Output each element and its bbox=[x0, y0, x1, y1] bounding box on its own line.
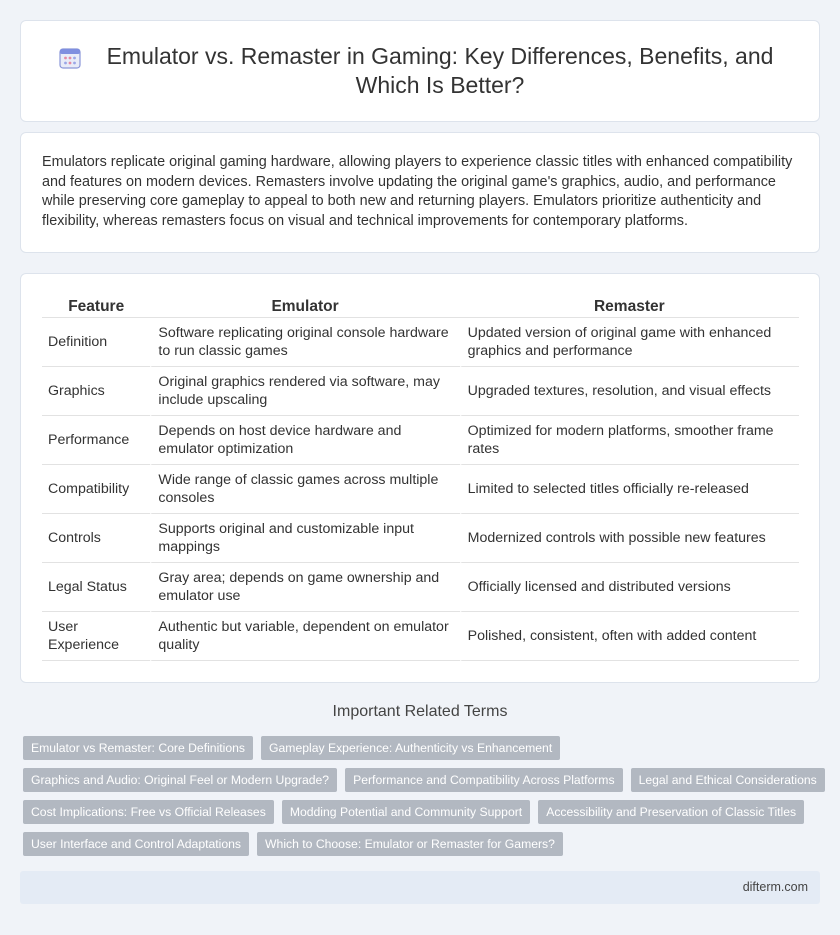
table-row bbox=[42, 612, 799, 661]
feature-cell: Graphics bbox=[42, 367, 150, 416]
page-title: Emulator vs. Remaster in Gaming: Key Differences, Benefits, and Which Is Better? bbox=[106, 43, 774, 98]
site-name[interactable]: difterm.com bbox=[742, 880, 808, 894]
header-remaster: Remaster bbox=[460, 296, 799, 318]
remaster-cell: Optimized for modern platforms, smoother frame rates bbox=[460, 416, 799, 465]
related-terms-heading: Important Related Terms bbox=[332, 703, 508, 720]
header-feature: Feature bbox=[42, 296, 150, 318]
related-term-tag[interactable]: Performance and Compatibility Across Platforms bbox=[345, 768, 622, 792]
table-row bbox=[42, 318, 799, 367]
feature-cell: Legal Status bbox=[42, 563, 150, 612]
remaster-cell: Updated version of original game with enhanced graphics and performance bbox=[460, 318, 799, 367]
remaster-cell: Modernized controls with possible new features bbox=[460, 514, 799, 563]
remaster-cell: Limited to selected titles officially re-released bbox=[460, 465, 799, 514]
header-emulator: Emulator bbox=[150, 296, 459, 318]
feature-cell: Controls bbox=[42, 514, 150, 563]
footer bbox=[20, 871, 820, 904]
table-row bbox=[42, 563, 799, 612]
related-term-tag[interactable]: Emulator vs Remaster: Core Definitions bbox=[23, 736, 253, 760]
table-row bbox=[42, 465, 799, 514]
comparison-table bbox=[42, 296, 799, 661]
related-term-tag[interactable]: Cost Implications: Free vs Official Releases bbox=[23, 800, 274, 824]
feature-cell: Compatibility bbox=[42, 465, 150, 514]
remaster-cell: Upgraded textures, resolution, and visual effects bbox=[460, 367, 799, 416]
related-term-tag[interactable]: Modding Potential and Community Support bbox=[282, 800, 530, 824]
related-term-tag[interactable]: Legal and Ethical Considerations bbox=[631, 768, 825, 792]
emulator-cell: Depends on host device hardware and emulator optimization bbox=[150, 416, 459, 465]
related-terms-list bbox=[23, 736, 823, 864]
emulator-cell: Software replicating original console hardware to run classic games bbox=[150, 318, 459, 367]
title-card bbox=[20, 20, 820, 122]
comparison-card bbox=[20, 273, 820, 683]
summary-text: Emulators replicate original gaming hardware, allowing players to experience classic titles with enhanced compatibility and features on modern devices. Remasters involve updating the original game's graphics, audio, and performance while preserving core gameplay to appeal to both new and returning players. Emulators prioritize authenticity and flexibility, whereas remasters focus on visual and technical improvements for contemporary platforms. bbox=[42, 154, 793, 229]
emulator-cell: Original graphics rendered via software, may include upscaling bbox=[150, 367, 459, 416]
table-row bbox=[42, 514, 799, 563]
related-term-tag[interactable]: Graphics and Audio: Original Feel or Modern Upgrade? bbox=[23, 768, 337, 792]
emulator-cell: Supports original and customizable input mappings bbox=[150, 514, 459, 563]
table-header-row bbox=[42, 296, 799, 318]
related-term-tag[interactable]: Gameplay Experience: Authenticity vs Enhancement bbox=[261, 736, 560, 760]
table-row bbox=[42, 416, 799, 465]
feature-cell: Definition bbox=[42, 318, 150, 367]
emulator-cell: Wide range of classic games across multiple consoles bbox=[150, 465, 459, 514]
summary-card bbox=[20, 132, 820, 253]
feature-cell: Performance bbox=[42, 416, 150, 465]
emulator-cell: Authentic but variable, dependent on emulator quality bbox=[150, 612, 459, 661]
table-row bbox=[42, 367, 799, 416]
remaster-cell: Polished, consistent, often with added content bbox=[460, 612, 799, 661]
feature-cell: User Experience bbox=[42, 612, 150, 661]
related-term-tag[interactable]: Which to Choose: Emulator or Remaster for Gamers? bbox=[257, 832, 563, 856]
emulator-cell: Gray area; depends on game ownership and emulator use bbox=[150, 563, 459, 612]
related-term-tag[interactable]: Accessibility and Preservation of Classic Titles bbox=[538, 800, 804, 824]
related-term-tag[interactable]: User Interface and Control Adaptations bbox=[23, 832, 249, 856]
remaster-cell: Officially licensed and distributed versions bbox=[460, 563, 799, 612]
